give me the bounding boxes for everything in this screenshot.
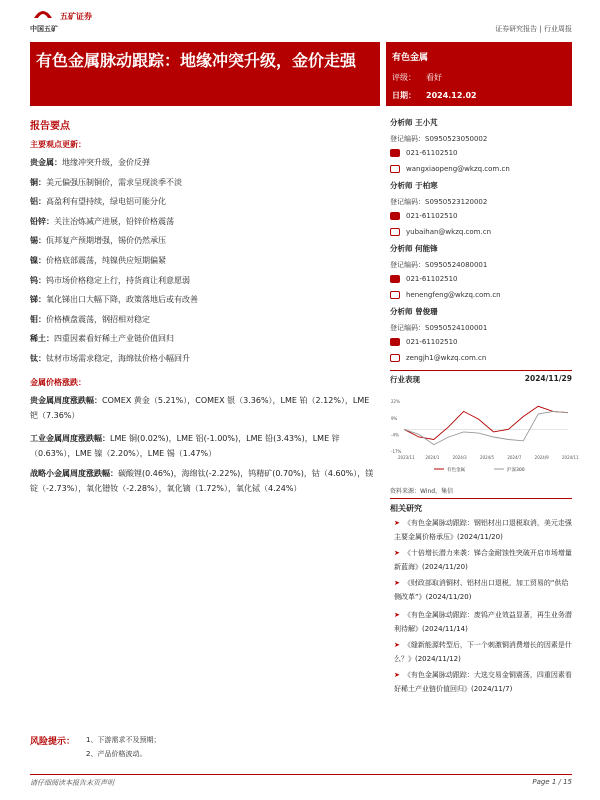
key-point — [30, 275, 190, 286]
key-point-label: 锡： — [30, 236, 46, 246]
arrow-bullet-icon: ➤ — [394, 579, 400, 587]
key-point-text: 钨市场价格稳定上行，持货商让利意愿弱 — [46, 275, 190, 285]
related-report-title: 《有色金属脉动跟踪：钢铝材出口退税取消，美元走强主要金属价格承压》(2024/11/20) — [394, 519, 572, 541]
x-tick-label: 2024/1 — [425, 455, 440, 460]
key-point — [30, 353, 190, 364]
related-report-title: 《十倍增长潜力来袭：锑合金耐蚀性突破开启市场增量新蓝海》(2024/11/20) — [394, 549, 572, 571]
analyst-email[interactable]: wangxiaopeng@wkzq.com.cn — [406, 165, 510, 173]
analyst-registration: 登记编码：S0950523120002 — [390, 198, 488, 206]
x-tick-label: 2024/3 — [452, 455, 467, 460]
phone-icon — [390, 212, 400, 220]
key-point — [30, 294, 198, 305]
analyst-phone-row — [390, 212, 458, 220]
key-point-label: 铅锌： — [30, 216, 54, 226]
key-point-label: 铜： — [30, 177, 46, 187]
chart-title: 行业表现 — [390, 375, 420, 384]
price-change-label: 战略小金属周度涨跌幅： — [30, 469, 118, 478]
key-point — [30, 216, 174, 227]
legend-label: 沪深300 — [507, 468, 525, 473]
chart-date: 2024/11/29 — [524, 374, 572, 383]
key-point-text: 地缘冲突升级，金价反弹 — [62, 158, 150, 167]
series-line-0 — [404, 406, 568, 439]
analyst-email[interactable]: yubaihan@wkzq.com.cn — [406, 228, 492, 236]
mail-icon — [390, 291, 400, 299]
key-point-text: 佤邦复产预期增强，锡价仍然承压 — [46, 236, 166, 246]
key-point-label: 钼： — [30, 314, 46, 324]
analyst-email[interactable]: zengjh1@wkzq.com.cn — [406, 354, 487, 362]
key-point — [30, 255, 166, 266]
divider — [390, 498, 572, 499]
related-research-title: 相关研究 — [390, 504, 422, 513]
key-point-label: 镍： — [30, 256, 46, 265]
analyst-phone: 021-61102510 — [406, 212, 458, 220]
legend-label: 有色金属 — [447, 468, 465, 473]
related-report-link[interactable] — [394, 608, 572, 636]
key-point-text: 关注冶炼减产进展，铅锌价格震荡 — [54, 216, 174, 226]
key-point-text: 氧化锑出口大幅下降，政策落地后或有改善 — [46, 295, 198, 305]
key-points-subtitle: 主要观点更新： — [30, 140, 86, 149]
related-report-link[interactable] — [394, 638, 572, 666]
price-change-label: 贵金属周度涨跌幅： — [30, 396, 102, 405]
risk-item: 1、下游需求不及预期； — [86, 736, 161, 744]
related-report-title: 《财政部取消铜材、铝材出口退税，加工贸易的“供给侧改革”》(2024/11/20) — [394, 579, 569, 601]
date-row — [392, 90, 477, 101]
key-point — [30, 196, 166, 207]
wukuang-logo-icon — [32, 6, 54, 22]
analyst-phone: 021-61102510 — [406, 149, 458, 157]
key-point-label: 锑： — [30, 295, 46, 305]
related-report-title: 《有色金属脉动跟踪：大选交易金铜震荡，四重因素看好稀土产业链价值回归》(2024/11/7) — [394, 671, 572, 693]
price-change-text: COMEX 黄金（5.21%），COMEX 银（3.36%），LME 铂（2.12%），LME 钯（7.36%） — [30, 396, 370, 420]
analyst-phone: 021-61102510 — [406, 338, 458, 346]
key-point-text: 四重因素看好稀土产业链价值回归 — [54, 334, 174, 344]
company-logo — [30, 6, 150, 36]
date-label: 日期： — [392, 91, 416, 100]
rating-box — [386, 42, 572, 106]
risk-item: 2、产品价格波动。 — [86, 750, 147, 758]
phone-icon — [390, 275, 400, 283]
key-point — [30, 157, 150, 168]
price-change-text: 碳酸锂(0.46%)，海绵钛(-2.22%)，钨精矿(0.70%)，钴（4.60%），镁锭（-2.73%），氧化镨钕（-2.28%），氧化镝（1.72%），氧化铽（4.24%） — [30, 469, 374, 493]
industry-performance-chart — [390, 370, 579, 478]
price-change-paragraph — [30, 466, 375, 496]
analyst-email-row — [390, 228, 491, 236]
y-tick-label: -17% — [391, 449, 402, 454]
key-point-text: 价格底部震荡，纯镍供应短期偏紧 — [46, 256, 166, 265]
arrow-bullet-icon: ➤ — [394, 549, 400, 557]
analyst-name: 分析师 于柏寒 — [390, 181, 438, 190]
page-number: Page 1 / 15 — [532, 778, 572, 786]
x-tick-label: 2024/9 — [534, 455, 549, 460]
analyst-name: 分析师 何能锋 — [390, 244, 438, 253]
summary-title: 报告要点 — [30, 121, 70, 132]
price-change-text: LME 铜(0.02%)，LME 铝(-1.00%)，LME 铅(3.43%)，LME 锌（0.63%），LME 镍（2.20%），LME 锡（1.47%） — [30, 434, 340, 458]
footer-disclaimer: 请仔细阅读本报告末页声明 — [30, 779, 114, 787]
rating-label: 评级： — [392, 73, 416, 82]
key-point-text: 高盈利有望持续，绿电铝可能分化 — [46, 197, 166, 207]
analyst-registration: 登记编码：S0950524080001 — [390, 261, 488, 269]
analyst-email-row — [390, 354, 486, 362]
y-tick-label: 9% — [391, 415, 398, 421]
mail-icon — [390, 354, 400, 362]
rating-row — [392, 72, 442, 83]
x-tick-label: 2024/11 — [562, 455, 579, 460]
price-change-paragraph — [30, 431, 375, 461]
report-type-tag: 证券研究报告 | 行业周报 — [495, 25, 572, 33]
y-tick-label: -4% — [391, 432, 399, 438]
x-tick-label: 2023/11 — [398, 455, 415, 460]
analyst-registration: 登记编码：S0950523050002 — [390, 135, 488, 143]
key-point-label: 贵金属： — [30, 158, 62, 167]
price-changes-title: 金属价格涨跌： — [30, 378, 86, 387]
key-point — [30, 314, 150, 325]
date-value: 2024.12.02 — [426, 91, 477, 100]
mail-icon — [390, 165, 400, 173]
phone-icon — [390, 338, 400, 346]
key-point — [30, 235, 166, 246]
analyst-email[interactable]: henengfeng@wkzq.com.cn — [406, 291, 501, 299]
key-point-text: 美元偏强压制铜价，需求呈现淡季不淡 — [46, 177, 182, 187]
arrow-bullet-icon: ➤ — [394, 671, 400, 679]
phone-icon — [390, 149, 400, 157]
mail-icon — [390, 228, 400, 236]
chart-plot — [390, 385, 579, 475]
series-line-1 — [404, 411, 568, 444]
analyst-registration: 登记编码：S0950524100001 — [390, 324, 488, 332]
related-report-title: 《有色金属脉动跟踪：废钨产业效益显著，再生业务潜利待解》(2024/11/14) — [394, 611, 572, 633]
sector-name: 有色金属 — [392, 53, 429, 63]
y-tick-label: 22% — [391, 399, 400, 405]
chart-source: 资料来源：Wind，集信 — [390, 488, 454, 495]
analyst-phone: 021-61102510 — [406, 275, 458, 283]
arrow-bullet-icon: ➤ — [394, 611, 400, 619]
key-point — [30, 333, 174, 344]
key-point-text: 价格横盘震荡，钢招相对稳定 — [46, 314, 150, 324]
logo-company-name: 五矿证券 — [60, 12, 92, 21]
analyst-email-row — [390, 291, 501, 299]
analyst-phone-row — [390, 275, 458, 283]
related-report-title: 《缝新能源转型后，下一个刺激铜消费增长的因素是什么？》(2024/11/12) — [394, 641, 572, 663]
analyst-phone-row — [390, 149, 458, 157]
x-tick-label: 2024/7 — [507, 455, 522, 460]
arrow-bullet-icon: ➤ — [394, 519, 400, 527]
price-change-label: 工业金属周度涨跌幅： — [30, 434, 110, 443]
rating-value: 看好 — [426, 73, 442, 82]
price-change-paragraph — [30, 393, 375, 423]
key-point-text: 钛材市场需求稳定，海绵钛价格小幅回升 — [46, 354, 190, 363]
key-point-label: 铝： — [30, 197, 46, 207]
related-report-link[interactable] — [394, 546, 572, 574]
arrow-bullet-icon: ➤ — [394, 641, 400, 649]
report-title: 有色金属脉动跟踪：地缘冲突升级，金价走强 — [36, 51, 357, 70]
analyst-email-row — [390, 165, 510, 173]
analyst-phone-row — [390, 338, 458, 346]
footer-divider — [30, 774, 572, 775]
related-report-link[interactable] — [394, 668, 572, 696]
x-tick-label: 2024/5 — [480, 455, 495, 460]
key-point — [30, 177, 182, 188]
analyst-name: 分析师 王小芃 — [390, 118, 438, 127]
title-banner — [30, 42, 380, 106]
key-point-label: 稀土： — [30, 334, 54, 344]
analyst-name: 分析师 曾俊珊 — [390, 307, 438, 316]
logo-group-name: 中国五矿 — [30, 25, 58, 33]
key-point-label: 钨： — [30, 275, 46, 285]
risk-title: 风险提示： — [30, 737, 76, 747]
key-point-label: 钛： — [30, 354, 46, 363]
related-report-link[interactable] — [394, 516, 572, 544]
related-report-link[interactable] — [394, 576, 572, 604]
